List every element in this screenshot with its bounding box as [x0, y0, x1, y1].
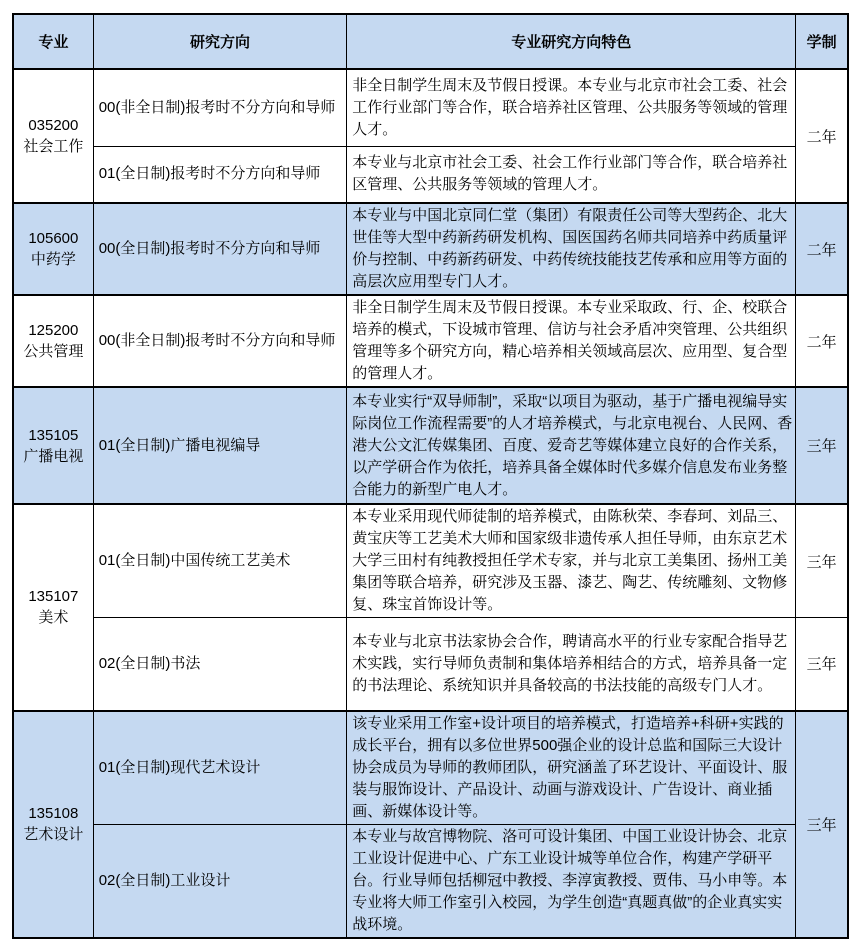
direction-cell: 00(全日制)报考时不分方向和导师 [93, 203, 347, 295]
direction-cell: 02(全日制)工业设计 [93, 824, 347, 938]
table-row [13, 146, 848, 203]
major-code: 135107 [28, 588, 79, 606]
major-name: 社会工作 [23, 138, 84, 155]
table-row [13, 203, 848, 295]
major-name: 公共管理 [23, 343, 84, 360]
direction-cell: 01(全日制)报考时不分方向和导师 [93, 146, 347, 203]
feature-cell: 本专业与北京市社会工委、社会工作行业部门等合作，联合培养社区管理、公共服务等领域的管理人才。 [347, 146, 796, 203]
major-cell [13, 295, 93, 387]
feature-cell: 本专业与故宫博物院、洛可可设计集团、中国工业设计协会、北京工业设计促进中心、广东工业设计城等单位合作，构建产学研平台。行业导师包括柳冠中教授、李淳寅教授、贾伟、马小申等。本专业将大师工作室引入校园，为学生创造“真题真做”的企业真实实战环境。 [347, 824, 796, 938]
program-table [12, 13, 849, 939]
feature-cell: 非全日制学生周末及节假日授课。本专业与北京市社会工委、社会工作行业部门等合作，联合培养社区管理、公共服务等领域的管理人才。 [347, 69, 796, 146]
major-code: 035200 [28, 117, 79, 134]
duration-cell: 三年 [796, 711, 848, 938]
table-header-row [13, 14, 848, 69]
direction-cell: 02(全日制)书法 [93, 618, 347, 711]
direction-cell: 01(全日制)中国传统工艺美术 [93, 504, 347, 618]
table-row [13, 618, 848, 711]
major-code: 125200 [28, 322, 79, 339]
direction-cell: 00(非全日制)报考时不分方向和导师 [93, 69, 347, 146]
duration-cell: 二年 [796, 295, 848, 387]
feature-cell: 该专业采用工作室+设计项目的培养模式，打造培养+科研+实践的成长平台，拥有以多位世界500强企业的设计总监和国际三大设计协会成员为导师的教师团队，研究涵盖了环艺设计、平面设计、服装与服饰设计、产品设计、动画与游戏设计、广告设计、商业插画、新媒体设计等。 [347, 711, 796, 825]
feature-cell: 本专业实行“双导师制”，采取“以项目为驱动，基于广播电视编导实际岗位工作流程需要”的人才培养模式，与北京电视台、人民网、香港大公文汇传媒集团、百度、爱奇艺等媒体建立良好的合作关系，以产学研合作为依托，培养具备全媒体时代多媒介信息发布业务整合能力的新型广电人才。 [347, 387, 796, 504]
major-cell [13, 504, 93, 711]
direction-cell: 00(非全日制)报考时不分方向和导师 [93, 295, 347, 387]
feature-cell: 本专业与北京书法家协会合作，聘请高水平的行业专家配合指导艺术实践，实行导师负责制和集体培养相结合的方式，培养具备一定的书法理论、系统知识并具备较高的书法技能的高级专门人才。 [347, 618, 796, 711]
table-row [13, 295, 848, 387]
duration-cell: 三年 [796, 618, 848, 711]
table-row [13, 69, 848, 146]
major-name: 艺术设计 [23, 826, 84, 843]
duration-cell: 二年 [796, 203, 848, 295]
table-row [13, 824, 848, 938]
direction-cell: 01(全日制)广播电视编导 [93, 387, 347, 504]
major-name: 美术 [38, 609, 69, 627]
major-name: 广播电视 [23, 447, 84, 465]
feature-cell: 本专业采用现代师徒制的培养模式，由陈秋荣、李春珂、刘品三、黄宝庆等工艺美术大师和国家级非遗传承人担任导师，由东京艺术大学三田村有纯教授担任学术专家，并与北京工美集团、扬州工美集团等联合培养，研究涉及玉器、漆艺、陶艺、传统雕刻、文物修复、珠宝首饰设计等。 [347, 504, 796, 618]
header-direction: 研究方向 [93, 14, 347, 69]
duration-cell: 三年 [796, 387, 848, 504]
table-row [13, 387, 848, 504]
table-row [13, 711, 848, 825]
major-cell [13, 711, 93, 938]
duration-cell: 三年 [796, 504, 848, 618]
duration-cell: 二年 [796, 69, 848, 203]
header-duration: 学制 [796, 14, 848, 69]
major-cell [13, 387, 93, 504]
major-code: 135105 [28, 426, 79, 444]
header-feature: 专业研究方向特色 [347, 14, 796, 69]
major-cell [13, 203, 93, 295]
table-row [13, 504, 848, 618]
feature-cell: 非全日制学生周末及节假日授课。本专业采取政、行、企、校联合培养的模式，下设城市管理、信访与社会矛盾冲突管理、公共组织管理等多个研究方向，精心培养相关领域高层次、应用型、复合型的管理人才。 [347, 295, 796, 387]
feature-cell: 本专业与中国北京同仁堂（集团）有限责任公司等大型药企、北大世佳等大型中药新药研发机构、国医国药名师共同培养中药质量评价与控制、中药新药研发、中药传统技能技艺传承和应用等方面的高层次应用型专门人才。 [347, 203, 796, 295]
header-major: 专业 [13, 14, 93, 69]
direction-cell: 01(全日制)现代艺术设计 [93, 711, 347, 825]
major-name: 中药学 [30, 251, 76, 268]
major-cell [13, 69, 93, 203]
major-code: 105600 [28, 230, 79, 247]
major-code: 135108 [28, 805, 79, 822]
